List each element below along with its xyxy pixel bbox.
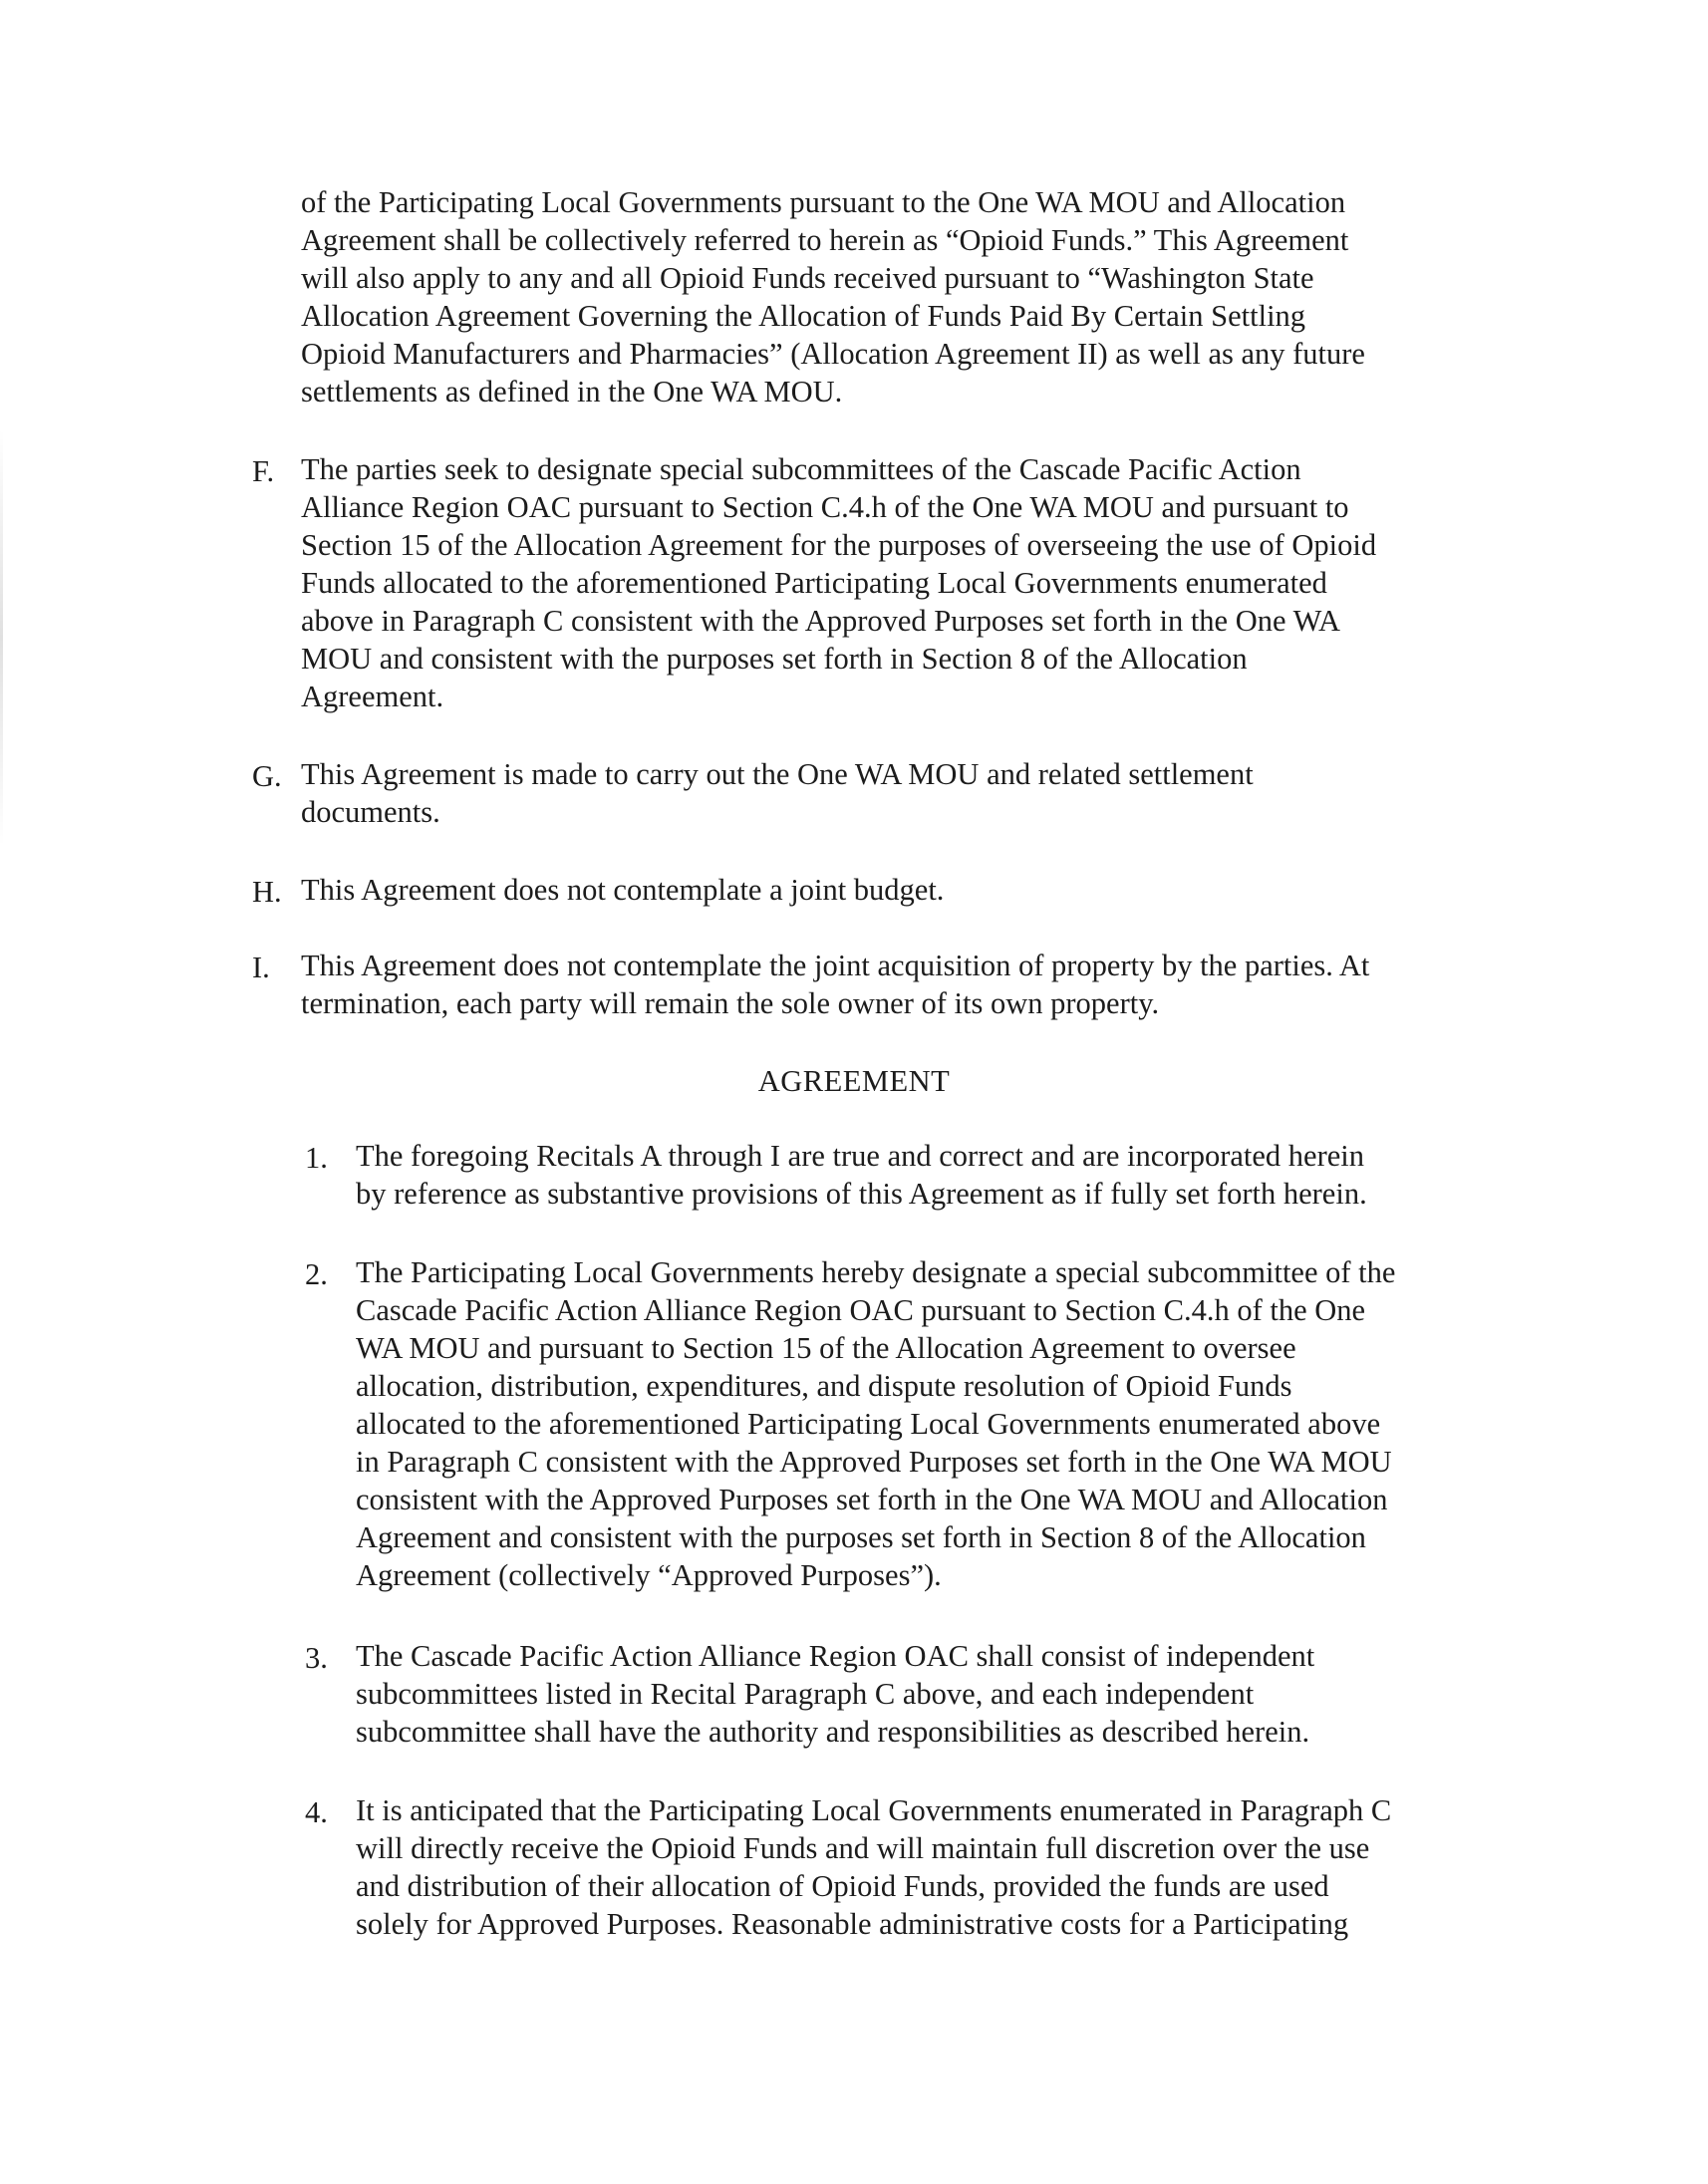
text-line: Opioid Manufacturers and Pharmacies” (Allocation Agreement II) as well as any future — [301, 337, 1365, 371]
text-line: and distribution of their allocation of Opioid Funds, provided the funds are used — [356, 1869, 1329, 1903]
text-line: Funds allocated to the aforementioned Participating Local Governments enumerated — [301, 566, 1327, 600]
text-line: It is anticipated that the Participating Local Governments enumerated in Paragraph C — [356, 1793, 1392, 1827]
text-line: WA MOU and pursuant to Section 15 of the Allocation Agreement to oversee — [356, 1331, 1296, 1365]
text-line: This Agreement is made to carry out the One WA MOU and related settlement — [301, 757, 1254, 791]
text-line: MOU and consistent with the purposes set forth in Section 8 of the Allocation — [301, 642, 1248, 676]
text-line: solely for Approved Purposes. Reasonable administrative costs for a Participating — [356, 1907, 1349, 1941]
text-line: Agreement (collectively “Approved Purposes”). — [356, 1558, 942, 1592]
text-line: Cascade Pacific Action Alliance Region OAC pursuant to Section C.4.h of the One — [356, 1293, 1366, 1327]
text-line: documents. — [301, 795, 440, 829]
clause-number: 1. — [305, 1141, 328, 1175]
text-line: This Agreement does not contemplate the joint acquisition of property by the parties. At — [301, 949, 1370, 982]
text-line: Alliance Region OAC pursuant to Section C.4.h of the One WA MOU and pursuant to — [301, 490, 1349, 524]
text-line: Section 15 of the Allocation Agreement for the purposes of overseeing the use of Opioid — [301, 528, 1377, 562]
text-line: will directly receive the Opioid Funds and will maintain full discretion over the use — [356, 1831, 1370, 1865]
text-line: will also apply to any and all Opioid Funds received pursuant to “Washington State — [301, 261, 1314, 295]
text-line: Agreement shall be collectively referred to herein as “Opioid Funds.” This Agreement — [301, 223, 1349, 257]
text-line: above in Paragraph C consistent with the Approved Purposes set forth in the One WA — [301, 604, 1341, 638]
text-line: subcommittee shall have the authority and responsibilities as described herein. — [356, 1715, 1310, 1749]
scan-edge-shadow — [0, 428, 3, 847]
text-line: allocated to the aforementioned Participating Local Governments enumerated above — [356, 1407, 1381, 1441]
recital-label: H. — [252, 875, 282, 909]
text-line: The Cascade Pacific Action Alliance Region OAC shall consist of independent — [356, 1639, 1315, 1673]
text-line: consistent with the Approved Purposes set forth in the One WA MOU and Allocation — [356, 1483, 1388, 1516]
text-line: in Paragraph C consistent with the Approved Purposes set forth in the One WA MOU — [356, 1445, 1392, 1479]
text-line: Agreement. — [301, 680, 444, 713]
text-line: of the Participating Local Governments pursuant to the One WA MOU and Allocation — [301, 185, 1346, 219]
recital-label: G. — [252, 759, 282, 793]
text-line: The foregoing Recitals A through I are true and correct and are incorporated herein — [356, 1139, 1364, 1173]
recital-label: F. — [252, 454, 275, 488]
text-line: settlements as defined in the One WA MOU. — [301, 375, 843, 409]
text-line: This Agreement does not contemplate a joint budget. — [301, 873, 945, 907]
text-line: termination, each party will remain the sole owner of its own property. — [301, 986, 1160, 1020]
text-line: by reference as substantive provisions of this Agreement as if fully set forth herein. — [356, 1177, 1367, 1211]
text-line: Agreement and consistent with the purposes set forth in Section 8 of the Allocation — [356, 1520, 1366, 1554]
text-line: allocation, distribution, expenditures, and dispute resolution of Opioid Funds — [356, 1369, 1292, 1403]
agreement-heading: AGREEMENT — [757, 1064, 951, 1098]
text-line: Allocation Agreement Governing the Allocation of Funds Paid By Certain Settling — [301, 299, 1306, 333]
clause-number: 3. — [305, 1641, 328, 1675]
text-line: subcommittees listed in Recital Paragraph C above, and each independent — [356, 1677, 1255, 1711]
text-line: The Participating Local Governments hereby designate a special subcommittee of the — [356, 1255, 1396, 1289]
text-line: The parties seek to designate special subcommittees of the Cascade Pacific Action — [301, 452, 1301, 486]
clause-number: 2. — [305, 1257, 328, 1291]
clause-number: 4. — [305, 1795, 328, 1829]
recital-label: I. — [252, 951, 270, 984]
